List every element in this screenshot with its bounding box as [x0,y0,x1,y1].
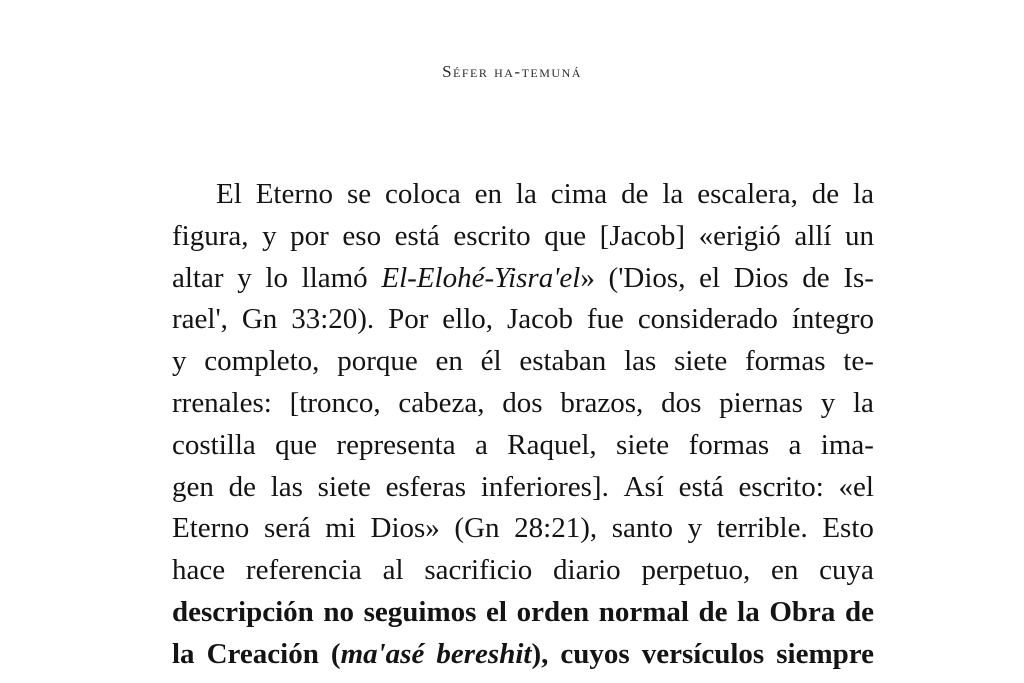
word: la [662,178,684,210]
word: a [788,428,802,461]
word: las [624,345,657,378]
word: Obra [769,595,836,628]
word: la [515,178,537,210]
word: «el [838,470,874,503]
word: Raquel, [507,428,597,461]
word: de [621,178,649,210]
word: te- [843,345,874,378]
word: a [474,428,488,461]
word: Dios» [370,512,440,545]
word: de [844,595,874,628]
word: Gn [241,303,278,336]
word: que [544,219,587,252]
word: cuyos [560,637,630,670]
word: Esto [822,512,874,545]
word: inferiores]. [480,470,609,503]
word: estaban [519,345,607,378]
word: esferas [385,470,467,503]
word: cabeza, [398,386,485,419]
word: ello, [442,303,494,336]
word: formas [744,345,826,378]
word: costilla [172,428,256,461]
word: ('Dios, [608,261,686,294]
word: por [290,219,329,252]
word: cuya [819,554,874,587]
word: considerado [637,303,778,336]
word: completo, [204,345,320,378]
word: ima- [820,428,874,461]
word: íntegro [791,303,874,336]
word: Por [388,303,429,336]
text-line [172,174,874,216]
word: Así [623,470,664,503]
text-line [172,592,874,634]
word: de [698,595,728,628]
word: el [699,261,721,294]
word: la [737,595,760,628]
word: la [852,386,874,419]
word: Is- [843,261,874,294]
word: sacrificio [424,554,533,587]
word: [tronco, [289,386,381,419]
word: altar [172,261,224,294]
word: y [687,512,703,545]
word: no [323,595,355,628]
word: 33:20). [291,303,375,336]
word: formas [688,428,770,461]
word: siempre [776,637,874,670]
word: el [486,595,507,628]
word: en [435,345,463,378]
word: seguimos [363,595,477,628]
word: [Jacob] [599,219,686,252]
word: dos [502,386,543,419]
word: Eterno [172,512,250,545]
word: porque [337,345,418,378]
word: Jacob [506,303,573,336]
word: la [172,637,195,670]
word: eso [342,219,382,252]
word: normal [598,595,689,628]
word: y [237,261,252,294]
word: santo [611,512,673,545]
text-line [172,341,874,383]
running-head: Séfer ha-temuná [442,62,582,81]
word: al [382,554,404,587]
word: coloca [385,178,461,210]
body-paragraph [172,174,874,676]
word: rael', [172,303,228,336]
text-line [172,467,874,509]
word: perpetuo, [641,554,751,587]
word: Dios [733,261,789,294]
word: versículos [641,637,765,670]
word: está [394,219,440,252]
word: está [678,470,724,503]
word: descripción [172,595,314,628]
word: diario [553,554,621,587]
word: bereshit), [436,637,549,670]
text-line [172,258,874,300]
word: de [228,470,256,503]
word: de [811,178,840,210]
word: escrito [453,219,531,252]
word: allí [794,219,832,252]
word: rrenales: [172,386,272,419]
word: la [853,178,874,210]
word: brazos, [560,386,644,419]
word: (Gn [454,512,500,545]
word: mi [325,512,356,545]
word: siete [317,470,371,503]
word: un [844,219,874,252]
word: Eterno [255,178,334,210]
text-line [172,508,874,550]
text-line [172,383,874,425]
word: y [820,386,836,419]
word: «erigió [698,219,781,252]
word: terrible. [716,512,808,545]
word: escalera, [697,178,798,210]
word: figura, [172,219,249,252]
word: gen [172,470,214,503]
word: hace [172,554,226,587]
word: será [263,512,311,545]
text-line [172,299,874,341]
word: se [346,178,372,210]
word: de [802,261,830,294]
text-line [172,634,874,676]
word: en [474,178,502,210]
word: lo [265,261,288,294]
word: siete [616,428,670,461]
word: cima [550,178,608,210]
word: 28:21), [514,512,598,545]
word: y [262,219,277,252]
word: fue [586,303,624,336]
word: El [216,178,242,210]
word: El-Elohé-Yisra'el» [381,261,595,294]
word: dos [661,386,702,419]
word: y [172,345,187,378]
word: referencia [245,554,362,587]
text-line [172,550,874,592]
word: él [480,345,502,378]
word: piernas [719,386,803,419]
text-line [172,216,874,258]
word: las [270,470,303,503]
word: siete [674,345,728,378]
word: orden [516,595,590,628]
word: en [771,554,799,587]
word: (ma'asé [330,637,425,670]
word: representa [336,428,456,461]
word: Creación [206,637,319,670]
word: que [275,428,318,461]
word: llamó [301,261,368,294]
word: escrito: [738,470,824,503]
text-line [172,425,874,467]
